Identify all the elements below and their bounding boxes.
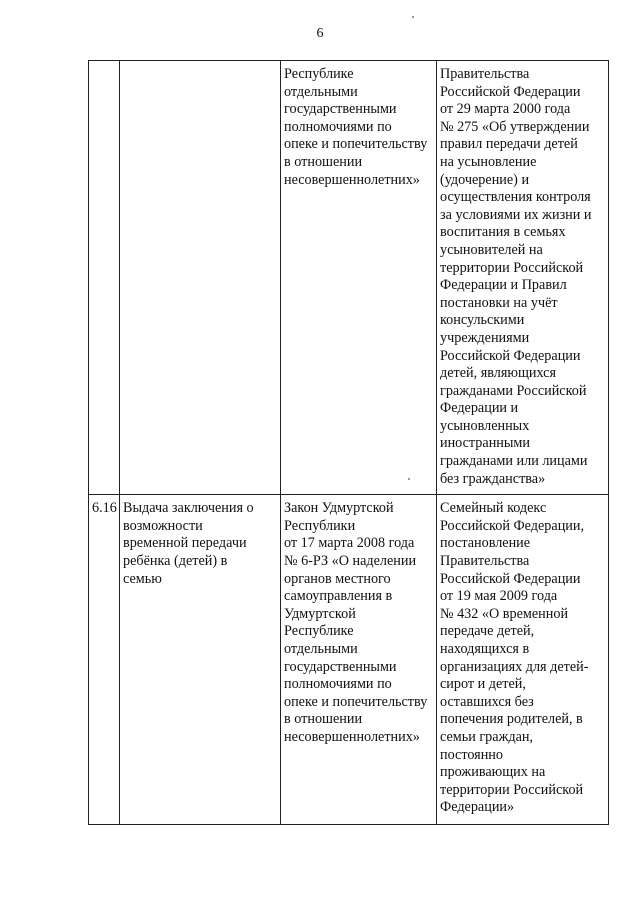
service-name-cell [120, 495, 281, 825]
scan-speck [412, 16, 414, 18]
page-number: 6 [316, 26, 324, 41]
regional-law-cell [281, 61, 437, 495]
federal-acts-text: Правительства Российской Федерации от 29 марта 2000 года № 275 «Об утверждении правил передачи детей на усыновление (удочерение) и осуществления контроля за условиями их жизни и воспитания в семьях усыновителей на территории Российской Федерации и Правил постановки на учёт консульскими учреждениями Российской Федерации детей, являющихся гражданами Российской Федерации и усыновленных иностранными гражданами или лицами без гражданства» [440, 66, 592, 487]
row-number-cell [89, 61, 120, 495]
regional-law-cell [281, 495, 437, 825]
federal-acts-cell [437, 61, 609, 495]
regional-law-text: Закон Удмуртской Республики от 17 марта 2008 года № 6-РЗ «О наделении органов местного самоуправления в Удмуртской Республике отдельными государственными полномочиями по опеке и попечительству в отношении несовершеннолетних» [284, 500, 428, 745]
row-number-cell [89, 495, 120, 825]
table-row [89, 61, 609, 495]
service-name: Выдача заключения о возможности временной передачи ребёнка (детей) в семью [123, 500, 254, 587]
scan-speck [408, 478, 410, 480]
federal-acts-text: Семейный кодекс Российской Федерации, постановление Правительства Российской Федерации от 19 мая 2009 года № 432 «О временной передаче детей, находящихся в организациях для детей- сирот и детей, оставшихся без попечения родителей, в семьи граждан, постоянно проживающих на территории Российской Федерации» [440, 500, 589, 816]
services-table [88, 60, 609, 825]
regional-law-text: Республике отдельными государственными полномочиями по опеке и попечительству в отношении несовершеннолетних» [284, 66, 428, 188]
service-name-cell [120, 61, 281, 495]
row-number: 6.16 [92, 500, 117, 517]
table-row [89, 495, 609, 825]
federal-acts-cell [437, 495, 609, 825]
